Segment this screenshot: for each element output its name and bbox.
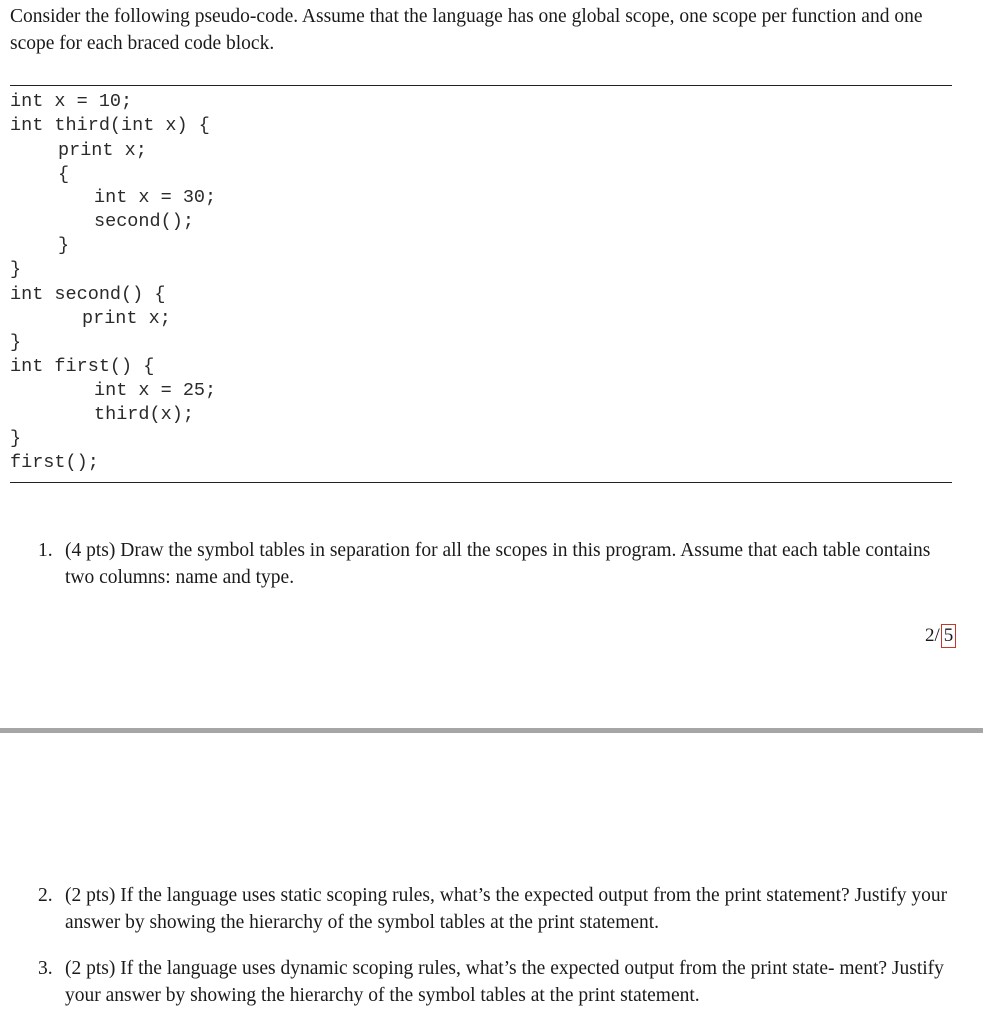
question-3-number: 3.: [38, 958, 53, 979]
code-line-9: int second() {: [10, 284, 166, 305]
code-line-1: int x = 10;: [10, 91, 133, 112]
code-line-8: }: [10, 259, 22, 280]
code-line-4: {: [58, 164, 70, 185]
score-total-box: 5: [941, 624, 957, 648]
question-1-number: 1.: [38, 540, 53, 561]
code-line-5: int x = 30;: [94, 187, 217, 208]
question-1: [38, 537, 954, 591]
code-line-6: second();: [94, 211, 194, 232]
score-annotation: [925, 624, 956, 648]
code-line-14: third(x);: [94, 404, 194, 425]
code-top-rule: [10, 85, 952, 86]
code-line-16: first();: [10, 452, 99, 473]
code-line-7: }: [58, 235, 70, 256]
score-earned: 2/: [925, 625, 940, 646]
question-2: [38, 882, 954, 936]
code-line-12: int first() {: [10, 356, 155, 377]
code-line-3: print x;: [58, 140, 147, 161]
question-1-text: (4 pts) Draw the symbol tables in separation for all the scopes in this program. Assume that each table contains two columns: name and type.: [65, 540, 931, 588]
code-line-13: int x = 25;: [94, 380, 217, 401]
code-line-2: int third(int x) {: [10, 115, 210, 136]
code-bottom-rule: [10, 482, 952, 483]
code-line-11: }: [10, 332, 22, 353]
question-2-text: (2 pts) If the language uses static scoping rules, what’s the expected output from the print statement? Justify your answer by showing the hierarchy of the symbol tables at the print statement.: [65, 885, 948, 933]
page-separator: [0, 728, 983, 733]
code-line-10: print x;: [82, 308, 171, 329]
problem-intro: Consider the following pseudo-code. Assume that the language has one global scope, one scope per function and one scope for each braced code block.: [10, 6, 923, 54]
code-line-15: }: [10, 428, 22, 449]
question-2-number: 2.: [38, 885, 53, 906]
question-3-text: (2 pts) If the language uses dynamic scoping rules, what’s the expected output from the print state- ment? Justify your answer by showing the hierarchy of the symbol tables at the print statement.: [65, 958, 944, 1006]
question-3: [38, 955, 954, 1009]
